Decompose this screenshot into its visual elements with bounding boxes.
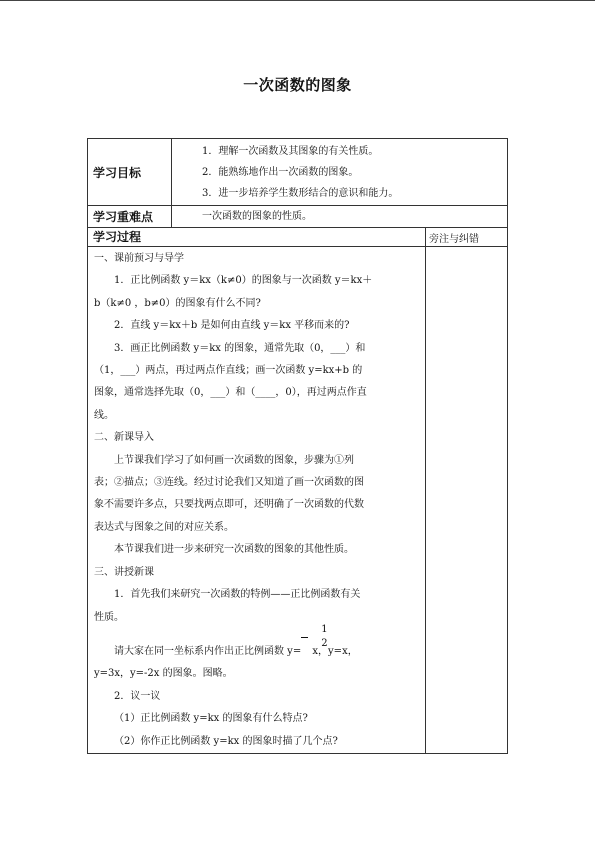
objective-item: 1．理解一次函数及其图象的有关性质。 xyxy=(202,146,379,157)
question-3-cont: 图象，通常选择先取（0，___）和（____，0），再过两点作直 xyxy=(94,387,367,399)
objectives-label: 学习目标 xyxy=(88,139,172,206)
side-notes-label: 旁注与纠错 xyxy=(426,228,508,247)
side-notes-column xyxy=(426,247,508,754)
intro-paragraph: 上节课我们学习了如何画一次函数的图象，步骤为①列 xyxy=(114,454,354,466)
question-1: 1．正比例函数 y＝kx（k≠0）的图象与一次函数 y＝kx＋ xyxy=(114,275,373,287)
new-lesson-2-text: 请大家在同一坐标系内作出正比例函数 y= xyxy=(114,645,302,657)
objectives-row xyxy=(88,139,508,206)
objective-item: 3．进一步培养学生数形结合的意识和能力。 xyxy=(202,188,399,199)
section-heading: 三、讲授新课 xyxy=(94,566,154,578)
section-heading: 二、新课导入 xyxy=(94,432,154,444)
new-lesson-2-text-after: x，y=x， xyxy=(309,645,358,657)
key-points-row xyxy=(88,206,508,228)
process-header-row xyxy=(88,228,508,247)
key-points-label: 学习重难点 xyxy=(88,206,172,228)
discussion-question-1: （1）正比例函数 y=kx 的图象有什么特点? xyxy=(114,713,308,725)
fraction-numerator: 1 xyxy=(321,623,328,635)
question-3-cont: （1，___）两点，再过两点作直线；画一次函数 y=kx+b 的 xyxy=(94,365,363,377)
question-3-cont: 线。 xyxy=(94,409,114,421)
document-title: 一次函数的图象 xyxy=(243,76,352,94)
section-heading: 一、课前预习与导学 xyxy=(94,253,184,264)
intro-paragraph-cont: 表达式与图象之间的对应关系。 xyxy=(94,521,234,533)
new-lesson-1-cont: 性质。 xyxy=(94,611,124,623)
discussion-question-2: （2）你作正比例函数 y=kx 的图象时描了几个点? xyxy=(114,735,338,747)
objective-item: 2．能熟练地作出一次函数的图象。 xyxy=(202,167,359,178)
intro-paragraph-cont: 象不需要许多点，只要找两点即可，还明确了一次函数的代数 xyxy=(94,499,364,511)
fraction-one-half xyxy=(301,623,328,654)
process-content xyxy=(88,247,426,754)
fraction-denominator: 2 xyxy=(321,637,328,649)
lesson-plan-table xyxy=(87,138,508,754)
new-lesson-2-cont: y=3x，y=-2x 的图象。图略。 xyxy=(94,668,233,680)
process-label: 学习过程 xyxy=(88,228,426,247)
new-lesson-2 xyxy=(94,623,419,663)
objectives-list xyxy=(172,139,508,206)
discussion-heading: 2．议一议 xyxy=(114,690,161,702)
intro-paragraph-cont: 表；②描点；③连线。经过讨论我们又知道了画一次函数的图 xyxy=(94,477,364,489)
top-rule xyxy=(0,0,595,1)
intro-paragraph-2: 本节课我们进一步来研究一次函数的图象的其他性质。 xyxy=(114,544,354,556)
question-3: 3．画正比例函数 y＝kx 的图象，通常先取（0，___）和 xyxy=(114,342,366,354)
new-lesson-1: 1．首先我们来研究一次函数的特例——正比例函数有关 xyxy=(114,589,361,601)
question-2: 2．直线 y＝kx＋b 是如何由直线 y＝kx 平移而来的? xyxy=(114,320,350,332)
key-points-text: 一次函数的图象的性质。 xyxy=(172,206,508,228)
question-1-cont: b（k≠0 ，b≠0）的图象有什么不同? xyxy=(94,297,261,309)
process-body-row xyxy=(88,247,508,754)
